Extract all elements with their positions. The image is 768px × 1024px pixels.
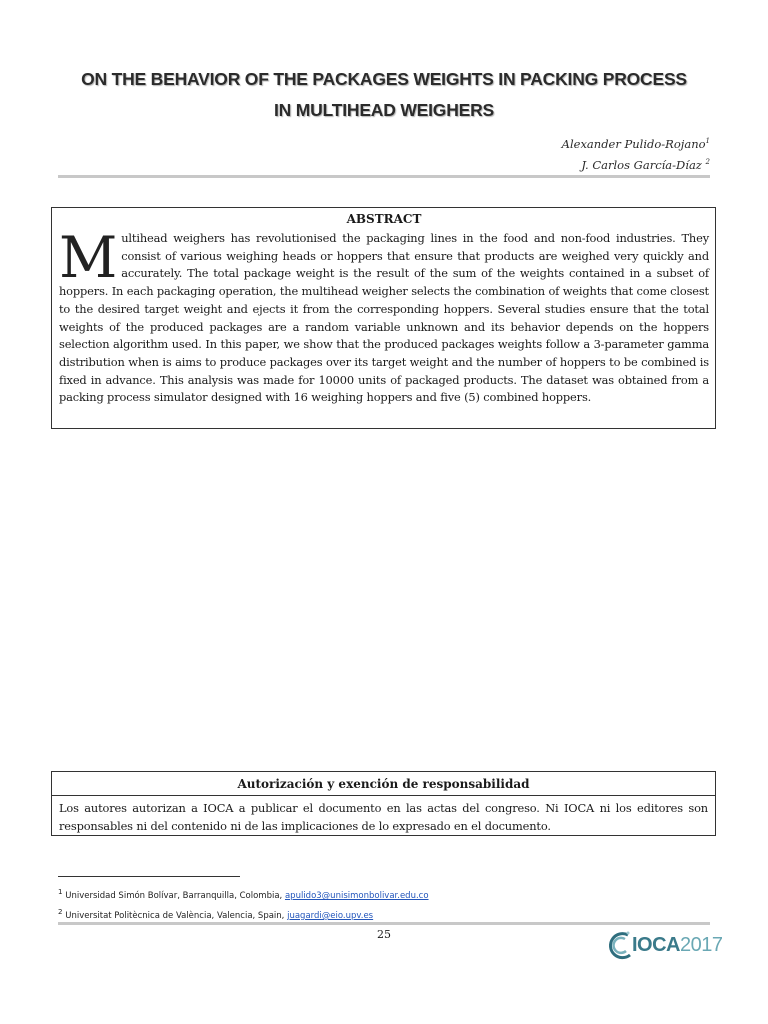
title-line-1: ON THE BEHAVIOR OF THE PACKAGES WEIGHTS IN PACKING PROCESS [81,69,687,89]
footnotes [58,884,429,924]
ioca-logo-year: 2017 [680,934,723,956]
footnote-2-text: Universitat Politècnica de València, Valencia, Spain, [62,910,288,921]
header-divider [58,175,710,178]
author-1-name: Alexander Pulido-Rojano [561,136,706,151]
abstract-box [51,207,716,429]
footnote-1-number: 1 [58,887,63,896]
footnote-divider [58,876,240,877]
footnote-2 [58,904,429,924]
author-2 [562,153,710,174]
abstract-dropcap: M [59,225,118,291]
disclaimer-box [51,771,716,836]
title-line-2: IN MULTIHEAD WEIGHERS [273,100,495,120]
ioca-logo-text [632,934,723,957]
author-1 [562,132,710,153]
author-list [562,132,710,174]
footnote-1-email-link[interactable]: apulido3@unisimonbolivar.edu.co [284,890,429,901]
author-2-name: J. Carlos García-Díaz [581,157,706,172]
abstract-body [59,225,709,407]
footnote-2-number: 2 [58,906,63,916]
disclaimer-text: Los autores autorizan a IOCA a publicar el documento en las actas del congreso. Ni IOCA ni los editores son responsables ni del contenido ni de las implicaciones de lo expresado en el documento. [59,801,708,833]
footnote-1-text: Universidad Simón Bolívar, Barranquilla, Colombia, [62,890,285,901]
ioca-logo [608,927,723,963]
author-2-affiliation-mark: 2 [705,157,710,166]
paper-title [40,64,728,126]
author-1-affiliation-mark: 1 [705,137,710,145]
footer-divider [58,922,710,925]
footnote-1 [58,884,429,904]
abstract-heading: ABSTRACT [346,212,422,226]
page-number: 25 [377,928,391,941]
ioca-logo-name: IOCA [632,934,680,956]
disclaimer-heading: Autorización y exención de responsabilidad [52,775,715,796]
footnote-2-email-link[interactable]: juagardi@eio.upv.es [287,910,374,921]
abstract-text: ultihead weighers has revolutionised the packaging lines in the food and non-food industries. They consist of various weighing heads or hoppers that ensure that products are weighed very quickly and accurately. The total package weight is the result of the sum of the weights contained in a subset of hoppers. In each packaging operation, the multihead weigher selects the combination of weights that come closest to the desired target weight and ejects it from the corresponding hoppers. Several studies ensure that the total weights of the produced packages are a random variable unknown and its behavior depends on the hoppers selection algorithm used. In this paper, we show that the produced packages weights follow a 3-parameter gamma distribution when is aims to produce packages over its target weight and the number of hoppers to be combined is fixed in advance. This analysis was made for 10000 units of packaged products. The dataset was obtained from a packing process simulator designed with 16 weighing hoppers and five (5) combined hoppers. [59,231,709,405]
